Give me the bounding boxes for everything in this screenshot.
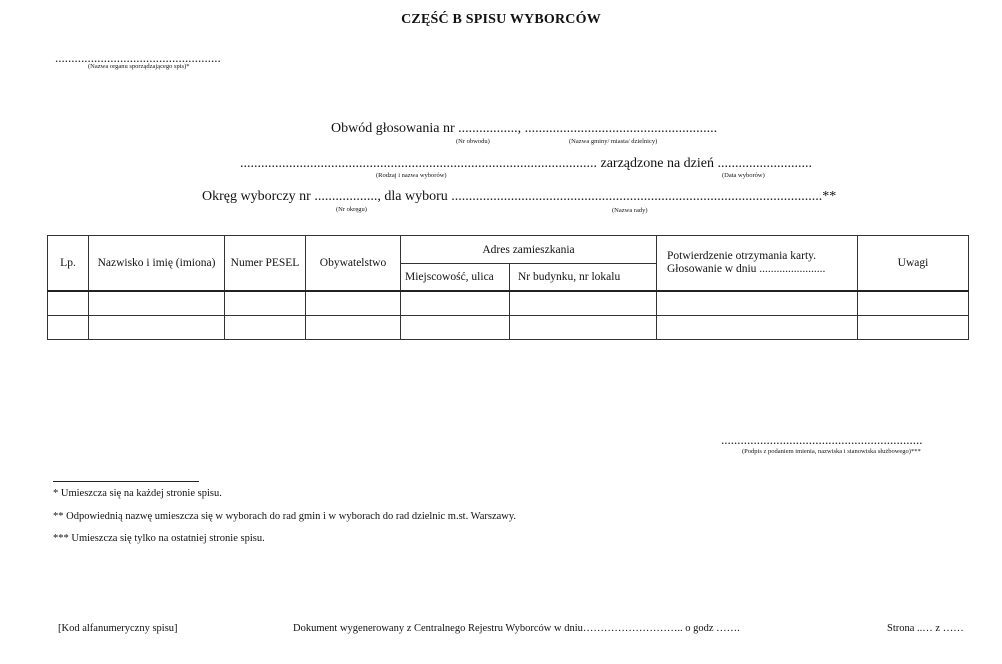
signature-caption: (Podpis z podaniem imienia, nazwiska i stanowiska służbowego)*** — [742, 448, 921, 455]
col-lp-header: Lp. — [48, 236, 89, 291]
table-row — [48, 291, 969, 316]
signature-field: .............................................................. — [721, 432, 923, 447]
footer-list-code: [Kod alfanumeryczny spisu] — [58, 623, 178, 634]
col-confirmation-header — [657, 236, 858, 291]
table-cell — [401, 315, 510, 339]
council-name-caption: (Nazwa rady) — [612, 207, 648, 214]
footnote-divider — [53, 481, 199, 482]
col-address-header: Adres zamieszkania — [401, 236, 657, 264]
table-cell — [858, 291, 969, 316]
table-cell — [89, 315, 225, 339]
confirmation-header-line2: Głosowanie w dniu ....................... — [667, 262, 826, 275]
col-remarks-header: Uwagi — [858, 236, 969, 291]
col-citizenship-header: Obywatelstwo — [306, 236, 401, 291]
col-locality-header: Miejscowość, ulica — [401, 264, 510, 291]
constituency-number-caption: (Nr okręgu) — [336, 206, 367, 213]
table-cell — [48, 315, 89, 339]
table-cell — [510, 315, 657, 339]
election-date-line: ...................................................................................................... zarządzone na dzień ........................... — [240, 156, 812, 171]
col-building-number-header: Nr budynku, nr lokalu — [510, 264, 657, 291]
table-cell — [89, 291, 225, 316]
table-header-row — [48, 236, 969, 264]
voters-table — [47, 235, 969, 340]
table-row — [48, 315, 969, 339]
table-cell — [657, 291, 858, 316]
district-number-caption: (Nr obwodu) — [456, 138, 490, 145]
election-type-caption: (Rodzaj i nazwa wyborów) — [376, 172, 447, 179]
table-cell — [225, 315, 306, 339]
election-date-caption: (Data wyborów) — [722, 172, 765, 179]
document-title: CZĘŚĆ B SPISU WYBORCÓW — [401, 12, 601, 27]
organ-name-caption: (Nazwa organu sporządzającego spis)* — [88, 63, 190, 70]
organ-name-field: ................................................... — [55, 50, 221, 65]
footnote-2: ** Odpowiednią nazwę umieszcza się w wyborach do rad gmin i w wyborach do rad dzielnic m.st. Warszawy. — [53, 511, 517, 522]
table-cell — [657, 315, 858, 339]
constituency-line: Okręg wyborczy nr .................., dla wyboru ..........................................................................................................** — [202, 189, 837, 204]
table-cell — [306, 291, 401, 316]
footnote-1: * Umieszcza się na każdej stronie spisu. — [53, 488, 222, 499]
table-cell — [306, 315, 401, 339]
table-cell — [401, 291, 510, 316]
footnote-3: *** Umieszcza się tylko na ostatniej stronie spisu. — [53, 533, 265, 544]
footer-page-number: Strona ..… z …… — [887, 623, 964, 634]
confirmation-header-line1: Potwierdzenie otrzymania karty. — [667, 249, 817, 262]
voting-district-line: Obwód głosowania nr ................., ....................................................... — [331, 121, 718, 136]
table-cell — [510, 291, 657, 316]
table-cell — [225, 291, 306, 316]
table-cell — [858, 315, 969, 339]
col-pesel-header: Numer PESEL — [225, 236, 306, 291]
municipality-caption: (Nazwa gminy/ miasta/ dzielnicy) — [569, 138, 658, 145]
table-cell — [48, 291, 89, 316]
col-name-header: Nazwisko i imię (imiona) — [89, 236, 225, 291]
footer-generated-info: Dokument wygenerowany z Centralnego Rejestru Wyborców w dniu……………………….. o godz ……. — [293, 623, 740, 634]
